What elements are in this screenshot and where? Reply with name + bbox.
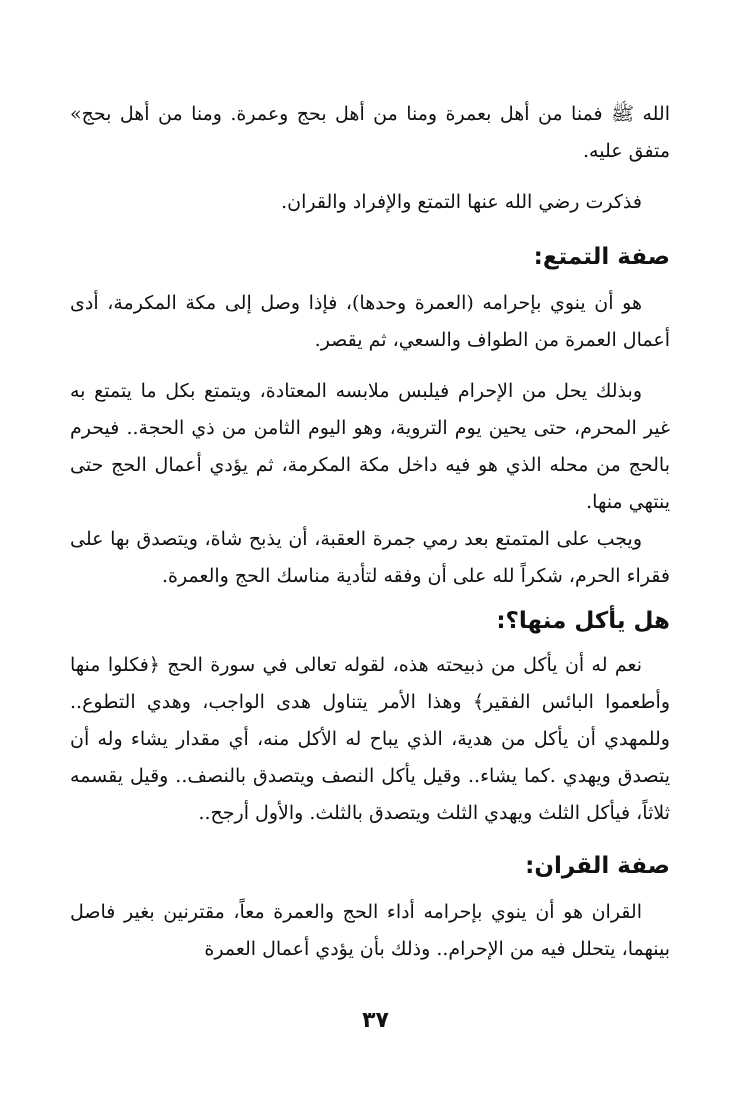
heading-tamattu: صفة التمتع: [533,244,670,270]
paragraph-tamattu-definition: هو أن ينوي بإحرامه (العمرة وحدها)، فإذا وصل إلى مكة المكرمة، أدى أعمال العمرة من الطواف والسعي، ثم يقصر. [70,292,670,351]
page-number: ٣٧ [362,1008,389,1033]
paragraph-types-summary: فذكرت رضي الله عنها التمتع والإفراد والقران. [281,191,642,213]
heading-qiran: صفة القران: [525,853,670,879]
heading-eat-from-sacrifice: هل يأكل منها؟: [496,608,670,634]
paragraph-hadith-end: الله ﷺ فمنا من أهل بعمرة ومنا من أهل بحج وعمرة. ومنا من أهل بحج» متفق عليه. [70,103,670,162]
paragraph-qiran-definition: القران هو أن ينوي بإحرامه أداء الحج والعمرة معاً، مقترنين بغير فاصل بينهما، يتحلل فيه من الإحرام.. وذلك بأن يؤدي أعمال العمرة [70,901,670,960]
paragraph-tamattu-details: وبذلك يحل من الإحرام فيلبس ملابسه المعتادة، ويتمتع بكل ما يتمتع به غير المحرم، حتى يحين يوم التروية، وهو اليوم الثامن من ذي الحجة.. فيحرم بالحج من محله الذي هو فيه داخل مكة المكرمة، ثم يؤدي أعمال الحج حتى ينتهي منها. [70,380,670,513]
paragraph-tamattu-sacrifice: ويجب على المتمتع بعد رمي جمرة العقبة، أن يذبح شاة، ويتصدق بها على فقراء الحرم، شكراً لله على أن وفقه لتأدية مناسك الحج والعمرة. [70,528,670,587]
paragraph-eat-ruling: نعم له أن يأكل من ذبيحته هذه، لقوله تعالى في سورة الحج ﴿فكلوا منها وأطعموا البائس الفقير﴾ وهذا الأمر يتناول هدى الواجب، وهدي التطوع.. وللمهدي أن يأكل من هدية، الذي يباح له الأكل منه، أي مقدار يشاء وله أن يتصدق ويهدي .كما يشاء.. وقيل يأكل النصف ويتصدق بالنصف.. وقيل يقسمه ثلاثاً، فيأكل الثلث ويهدي الثلث ويتصدق بالثلث. والأول أرجح.. [70,654,670,824]
page-body [70,96,670,968]
